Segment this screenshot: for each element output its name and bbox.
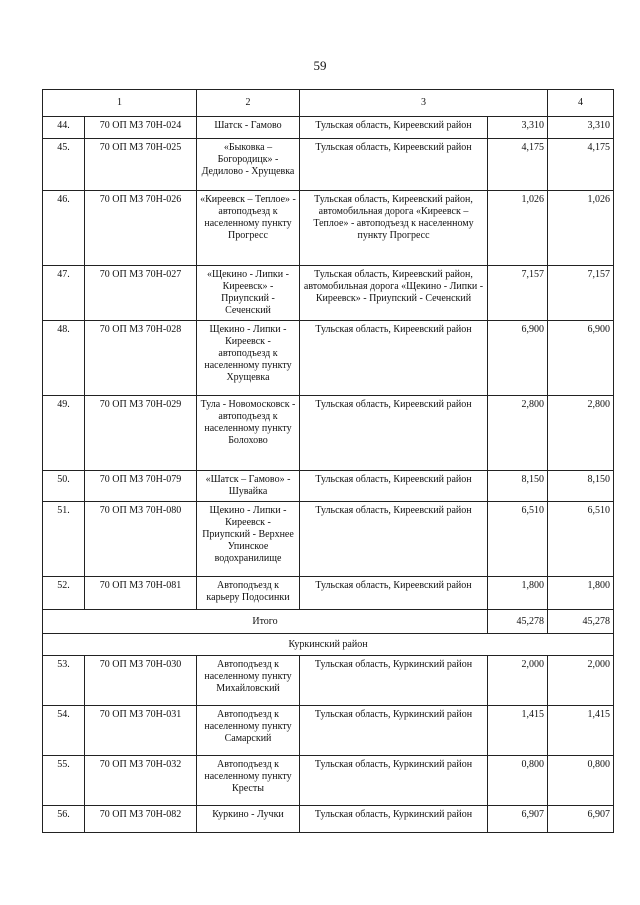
road-name: Щекино - Липки - Киреевск - Приупский - Верхнее Упинское водохранилище xyxy=(197,502,300,577)
length-value: 6,510 xyxy=(488,502,548,577)
row-number: 48. xyxy=(43,321,85,396)
road-id: 70 ОП МЗ 70Н-082 xyxy=(85,806,197,833)
header-col-2: 2 xyxy=(197,90,300,117)
road-name: Щекино - Липки - Киреевск - автоподъезд к населенному пункту Хрущевка xyxy=(197,321,300,396)
header-col-4: 4 xyxy=(548,90,614,117)
length-total: 4,175 xyxy=(548,139,614,191)
row-number: 49. xyxy=(43,396,85,471)
length-value: 1,026 xyxy=(488,191,548,266)
table-row xyxy=(43,577,614,610)
row-number: 50. xyxy=(43,471,85,502)
road-location: Тульская область, Киреевский район, автомобильная дорога «Щекино - Липки - Киреевск» - Приупский - Сеченский xyxy=(300,266,488,321)
length-value: 1,800 xyxy=(488,577,548,610)
road-location: Тульская область, Куркинский район xyxy=(300,806,488,833)
road-location: Тульская область, Куркинский район xyxy=(300,706,488,756)
road-location: Тульская область, Куркинский район xyxy=(300,656,488,706)
table-row xyxy=(43,502,614,577)
length-value: 6,900 xyxy=(488,321,548,396)
header-col-3: 3 xyxy=(300,90,548,117)
length-value: 8,150 xyxy=(488,471,548,502)
length-value: 7,157 xyxy=(488,266,548,321)
road-name: «Щекино - Липки - Киреевск» - Приупский - Сеченский xyxy=(197,266,300,321)
road-id: 70 ОП МЗ 70Н-031 xyxy=(85,706,197,756)
length-total: 6,907 xyxy=(548,806,614,833)
roads-table xyxy=(42,89,614,833)
table-row xyxy=(43,191,614,266)
road-id: 70 ОП МЗ 70Н-032 xyxy=(85,756,197,806)
table-row xyxy=(43,396,614,471)
road-name: «Киреевск – Теплое» - автоподъезд к населенному пункту Прогресс xyxy=(197,191,300,266)
length-total: 1,415 xyxy=(548,706,614,756)
total-row xyxy=(43,610,614,634)
road-name: Тула - Новомосковск - автоподъезд к населенному пункту Болохово xyxy=(197,396,300,471)
road-location: Тульская область, Киреевский район xyxy=(300,139,488,191)
road-name: Автоподъезд к карьеру Подосинки xyxy=(197,577,300,610)
length-total: 0,800 xyxy=(548,756,614,806)
length-total: 6,900 xyxy=(548,321,614,396)
table-row xyxy=(43,266,614,321)
length-total: 7,157 xyxy=(548,266,614,321)
table-row xyxy=(43,756,614,806)
length-value: 0,800 xyxy=(488,756,548,806)
length-total: 2,000 xyxy=(548,656,614,706)
row-number: 47. xyxy=(43,266,85,321)
length-value: 1,415 xyxy=(488,706,548,756)
road-id: 70 ОП МЗ 70Н-030 xyxy=(85,656,197,706)
road-location: Тульская область, Киреевский район xyxy=(300,117,488,139)
road-location: Тульская область, Киреевский район xyxy=(300,396,488,471)
length-value: 2,800 xyxy=(488,396,548,471)
road-id: 70 ОП МЗ 70Н-026 xyxy=(85,191,197,266)
road-location: Тульская область, Киреевский район xyxy=(300,471,488,502)
road-id: 70 ОП МЗ 70Н-025 xyxy=(85,139,197,191)
row-number: 55. xyxy=(43,756,85,806)
road-name: Автоподъезд к населенному пункту Самарский xyxy=(197,706,300,756)
road-id: 70 ОП МЗ 70Н-079 xyxy=(85,471,197,502)
road-id: 70 ОП МЗ 70Н-028 xyxy=(85,321,197,396)
road-location: Тульская область, Киреевский район xyxy=(300,502,488,577)
row-number: 53. xyxy=(43,656,85,706)
road-name: Автоподъезд к населенному пункту Михайловский xyxy=(197,656,300,706)
length-value: 4,175 xyxy=(488,139,548,191)
row-number: 52. xyxy=(43,577,85,610)
table-row xyxy=(43,656,614,706)
road-id: 70 ОП МЗ 70Н-027 xyxy=(85,266,197,321)
length-value: 2,000 xyxy=(488,656,548,706)
road-name: Автоподъезд к населенному пункту Кресты xyxy=(197,756,300,806)
road-id: 70 ОП МЗ 70Н-080 xyxy=(85,502,197,577)
road-id: 70 ОП МЗ 70Н-029 xyxy=(85,396,197,471)
total-label: Итого xyxy=(43,610,488,634)
length-total: 3,310 xyxy=(548,117,614,139)
table-row xyxy=(43,706,614,756)
header-col-1: 1 xyxy=(43,90,197,117)
row-number: 46. xyxy=(43,191,85,266)
table-row xyxy=(43,117,614,139)
length-value: 3,310 xyxy=(488,117,548,139)
road-name: Куркино - Лучки xyxy=(197,806,300,833)
row-number: 45. xyxy=(43,139,85,191)
road-name: Шатск - Гамово xyxy=(197,117,300,139)
row-number: 56. xyxy=(43,806,85,833)
length-total: 1,800 xyxy=(548,577,614,610)
road-location: Тульская область, Киреевский район xyxy=(300,577,488,610)
length-total: 6,510 xyxy=(548,502,614,577)
table-row xyxy=(43,806,614,833)
road-location: Тульская область, Киреевский район, автомобильная дорога «Киреевск – Теплое» - автоподъезд к населенному пункту Прогресс xyxy=(300,191,488,266)
total-value: 45,278 xyxy=(488,610,548,634)
page-number: 59 xyxy=(313,58,327,73)
table-row xyxy=(43,471,614,502)
section-row xyxy=(43,634,614,656)
road-id: 70 ОП МЗ 70Н-024 xyxy=(85,117,197,139)
header-row xyxy=(43,90,614,117)
row-number: 54. xyxy=(43,706,85,756)
section-title: Куркинский район xyxy=(43,634,614,656)
road-id: 70 ОП МЗ 70Н-081 xyxy=(85,577,197,610)
road-name: «Шатск – Гамово» - Шувайка xyxy=(197,471,300,502)
length-value: 6,907 xyxy=(488,806,548,833)
table-row xyxy=(43,139,614,191)
length-total: 8,150 xyxy=(548,471,614,502)
roads-table-body xyxy=(43,90,614,833)
table-row xyxy=(43,321,614,396)
road-name: «Быковка – Богородицк» - Дедилово - Хрущевка xyxy=(197,139,300,191)
length-total: 1,026 xyxy=(548,191,614,266)
road-location: Тульская область, Киреевский район xyxy=(300,321,488,396)
row-number: 51. xyxy=(43,502,85,577)
road-location: Тульская область, Куркинский район xyxy=(300,756,488,806)
row-number: 44. xyxy=(43,117,85,139)
length-total: 2,800 xyxy=(548,396,614,471)
total-value-2: 45,278 xyxy=(548,610,614,634)
